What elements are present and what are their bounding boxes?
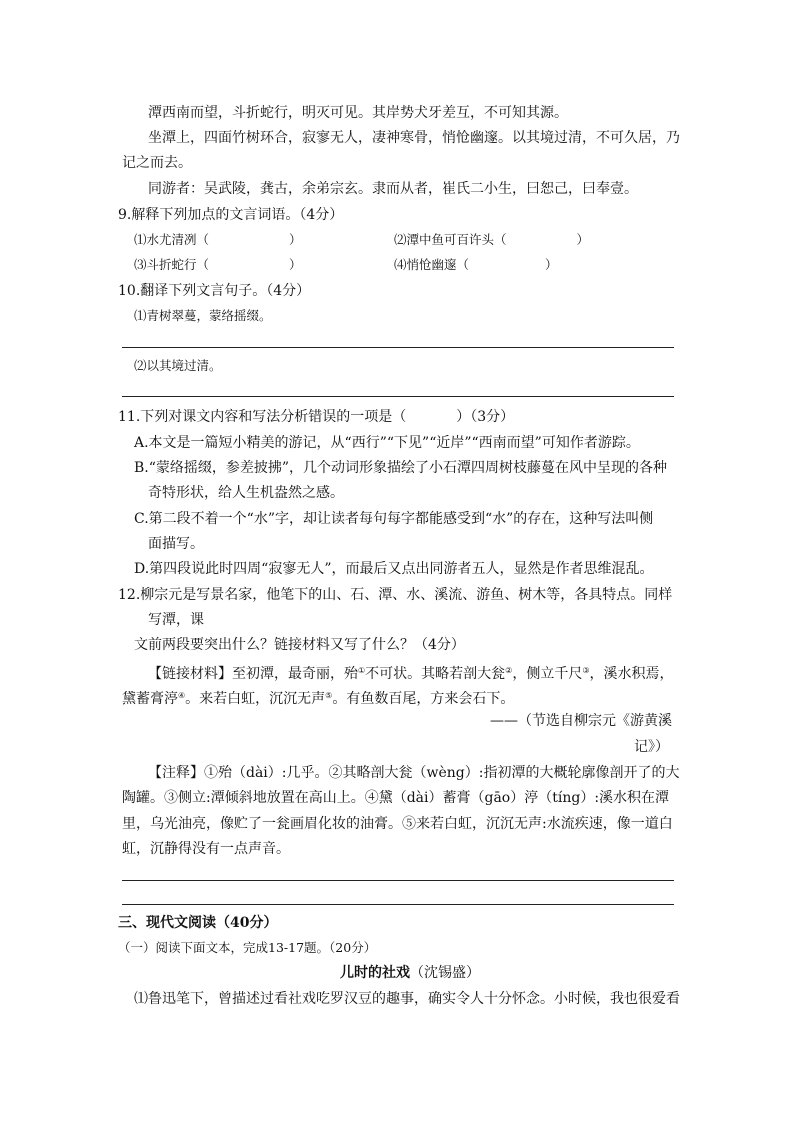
q9-item-3 [134, 256, 302, 274]
q10-sentence-1: ⑴青树翠蔓，蒙络摇缀。 [134, 308, 272, 323]
link-text: 。有鱼数百尾，方来会石下。 [332, 691, 515, 707]
q9-item-4 [394, 256, 558, 274]
q11-option-c: C.第二段不着一个“水”字，却让读者每句每字都能感受到“水”的存在，这种写法叫侧 [134, 511, 654, 527]
q9-item-1-close: ） [289, 232, 302, 247]
passage-line: 记之而去。 [122, 155, 192, 171]
footnote-marker: ③ [582, 666, 590, 675]
q11-option-d: D.第四段说此时四周“寂寥无人”，而最后又点出同游者五人，显然是作者思维混乱。 [134, 561, 654, 577]
q9-item-1 [134, 231, 302, 249]
annotation-note-cont: 陶罐。③侧立:潭倾斜地放置在高山上。④黛（dài）蓄膏（gāo）渟（tíng）:溪水积在潭 [122, 790, 670, 806]
annotation-note: 【注释】①殆（dài）:几乎。②其略剖大瓮（wèng）:指初潭的大概轮廓像剖开了的大 [148, 765, 680, 781]
link-text: 【链接材料】至初潭，最奇丽，殆 [148, 666, 358, 682]
question-12-stem: 12.柳宗元是写景名家，他笔下的山、石、潭、水、溪流、游鱼、树木等，各具特点。同样 [118, 587, 673, 603]
q9-item-2-close: ） [576, 232, 590, 247]
article-author: （沈锡盛） [410, 965, 480, 981]
link-text: 黛蓄膏渟 [122, 691, 178, 707]
answer-line [122, 880, 674, 881]
answer-line [122, 904, 674, 905]
footnote-marker: ① [358, 666, 366, 675]
article-title-text: 儿时的社戏 [340, 965, 410, 981]
q11-option-b: B.“蒙络摇缀，参差披拂”，几个动词形象描绘了小石潭四周树枝藤蔓在风中呈现的各种 [134, 460, 668, 476]
footnote-marker: ④ [178, 691, 186, 700]
question-12-stem-cont: 文前两段要突出什么？链接材料又写了什么？（4分） [134, 637, 465, 653]
article-title [340, 964, 480, 982]
q11-option-a: A.本文是一篇短小精美的游记，从“西行”“下见”“近岸”“西南而望”可知作者游踪。 [134, 435, 640, 451]
source-citation: ——（节选自柳宗元《游黄溪 [490, 713, 672, 729]
q9-item-2-text: ⑵潭中鱼可百许头（ [394, 232, 507, 247]
question-11-stem [118, 408, 514, 426]
link-material [148, 662, 674, 683]
passage-line: 坐潭上，四面竹树环合，寂寥无人，凄神寒骨，悄怆幽邃。以其境过清，不可久居，乃 [148, 130, 680, 146]
answer-line [122, 347, 674, 348]
question-9-stem: 9.解释下列加点的文言词语。（4分） [118, 207, 344, 223]
q11-stem-points: ）（3分） [456, 409, 515, 425]
q10-sentence-2: ⑵以其境过清。 [134, 358, 222, 373]
answer-line [122, 396, 674, 397]
link-text: 不可状。其略若剖大瓮 [365, 666, 506, 682]
passage-line: 同游者：吴武陵，龚古，余弟宗玄。隶而从者，崔氏二小生，曰恕己，曰奉壹。 [148, 181, 638, 197]
article-paragraph: ⑴鲁迅笔下，曾描述过看社戏吃罗汉豆的趣事，确实令人十分怀念。小时候，我也很爱看 [134, 991, 680, 1007]
annotation-note-cont: 里，乌光油亮，像贮了一瓮画眉化妆的油膏。⑤来若白虹，沉沉无声:水流疾速，像一道白 [122, 816, 673, 832]
q9-item-3-text: ⑶斗折蛇行（ [134, 257, 210, 272]
source-citation-cont: 记》） [634, 739, 669, 755]
section-subheading: （一）阅读下面文本，完成13-17题。（20分） [118, 940, 377, 955]
q11-option-c-cont: 面描写。 [148, 536, 204, 552]
section-heading: 三、现代文阅读（40分） [118, 915, 278, 931]
q11-stem-text: 11.下列对课文内容和写法分析错误的一项是（ [118, 409, 407, 425]
q9-item-3-close: ） [289, 257, 302, 272]
q9-item-4-close: ） [545, 257, 558, 272]
question-10-stem: 10.翻译下列文言句子。（4分） [118, 283, 311, 299]
q9-item-4-text: ⑷悄怆幽邃（ [394, 257, 470, 272]
q9-item-1-text: ⑴水尤清冽（ [134, 232, 210, 247]
link-material-cont [122, 687, 514, 708]
footnote-marker: ⑤ [325, 691, 333, 700]
link-text: ，侧立千尺 [512, 666, 583, 682]
q9-item-2 [394, 231, 589, 249]
link-text: 。来若白虹，沉沉无声 [185, 691, 326, 707]
annotation-note-cont: 虹，沉静得没有一点声音。 [122, 841, 290, 857]
link-text: ，溪水积焉， [589, 666, 674, 682]
passage-line: 潭西南而望，斗折蛇行，明灭可见。其岸势犬牙差互，不可知其源。 [148, 105, 568, 121]
footnote-marker: ② [505, 666, 513, 675]
q11-option-b-cont: 奇特形状，给人生机盎然之感。 [148, 485, 344, 501]
question-12-stem-cont: 写潭，课 [148, 612, 204, 628]
